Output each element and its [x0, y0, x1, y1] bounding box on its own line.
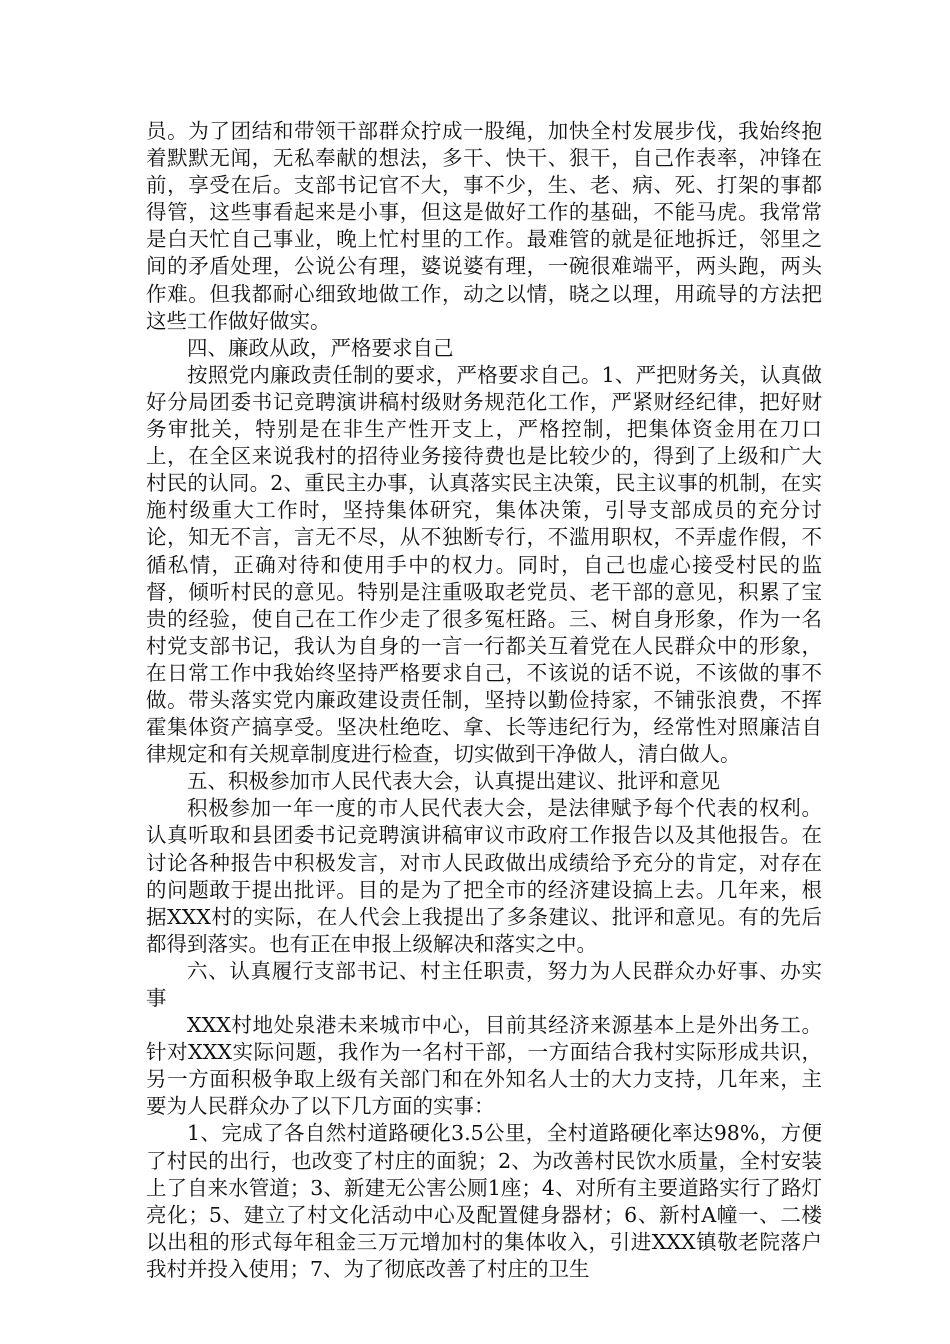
paragraph-village-economy: XXX村地处泉港未来城市中心，目前其经济来源基本上是外出务工。针对XXX实际问题，我作为一名村干部，一方面结合我村实际形成共识，另一方面积极争取上级有关部门和在外知名人士的大力支持，几年来，主要为人民群众办了以下几方面的实事：	[146, 1013, 822, 1119]
heading-section-5: 五、积极参加市人民代表大会，认真提出建议、批评和意见	[187, 769, 720, 794]
paragraph-village-work: 员。为了团结和带领干部群众拧成一股绳，加快全村发展步伐，我始终抱着默默无闻，无私奉献的想法，多干、快干、狠干，自己作表率，冲锋在前，享受在后。支部书记官不大，事不少，生、老、病、死、打架的事都得管，这些事看起来是小事，但这是做好工作的基础，不能马虎。我常常是白天忙自己事业，晚上忙村里的工作。最难管的就是征地拆迁，邻里之间的矛盾处理，公说公有理，婆说婆有理，一碗很难端平，两头跑，两头作难。但我都耐心细致地做工作，动之以情，晓之以理，用疏导的方法把这些工作做好做实。	[146, 119, 822, 333]
paragraph-achievements: 1、完成了各自然村道路硬化3.5公里，全村道路硬化率达98%，方便了村民的出行，也改变了村庄的面貌；2、为改善村民饮水质量，全村安装上了自来水管道；3、新建无公害公厕1座；4、对所有主要道路实行了路灯亮化；5、建立了村文化活动中心及配置健身器材；6、新村A幢一、二楼以出租的形式每年租金三万元增加村的集体收入，引进XXX镇敬老院落户我村并投入使用；7、为了彻底改善了村庄的卫生	[146, 1121, 822, 1281]
paragraph-integrity: 按照党内廉政责任制的要求，严格要求自己。1、严把财务关，认真做好分局团委书记竞聘演讲稿村级财务规范化工作，严紧财经纪律，把好财务审批关，特别是在非生产性开支上，严格控制，把集体资金用在刀口上，在全区来说我村的招待业务接待费也是比较少的，得到了上级和广大村民的认同。2、重民主办事，认真落实民主决策，民主议事的机制，在实施村级重大工作时，坚持集体研究，集体决策，引导支部成员的充分讨论，知无不言，言无不尽，从不独断专行，不滥用职权，不弄虚作假，不循私情，正确对待和使用手中的权力。同时，自己也虚心接受村民的监督，倾听村民的意见。特别是注重吸取老党员、老干部的意见，积累了宝贵的经验，使自己在工作少走了很多冤枉路。三、树自身形象，作为一名村党支部书记，我认为自身的一言一行都关互着党在人民群众中的形象，在日常工作中我始终坚持严格要求自己，不该说的话不说，不该做的事不做。带头落实党内廉政建设责任制，坚持以勤俭持家，不铺张浪费，不挥霍集体资产搞享受。坚决杜绝吃、拿、长等违纪行为，经常性对照廉洁自律规定和有关规章制度进行检查，切实做到干净做人，清白做人。	[146, 362, 822, 767]
heading-section-4: 四、廉政从政，严格要求自己	[187, 335, 454, 360]
heading-section-6: 六、认真履行支部书记、村主任职责，努力为人民群众办好事、办实事	[146, 958, 822, 1010]
paragraph-congress: 积极参加一年一度的市人民代表大会，是法律赋予每个代表的权利。认真听取和县团委书记竞聘演讲稿审议市政府工作报告以及其他报告。在讨论各种报告中积极发言，对市人民政做出成绩给予充分的肯定，对存在的问题敢于提出批评。目的是为了把全市的经济建设搞上去。几年来，根据XXX村的实际，在人代会上我提出了多条建议、批评和意见。有的先后都得到落实。也有正在申报上级解决和落实之中。	[146, 796, 822, 956]
document-page	[146, 118, 822, 1283]
